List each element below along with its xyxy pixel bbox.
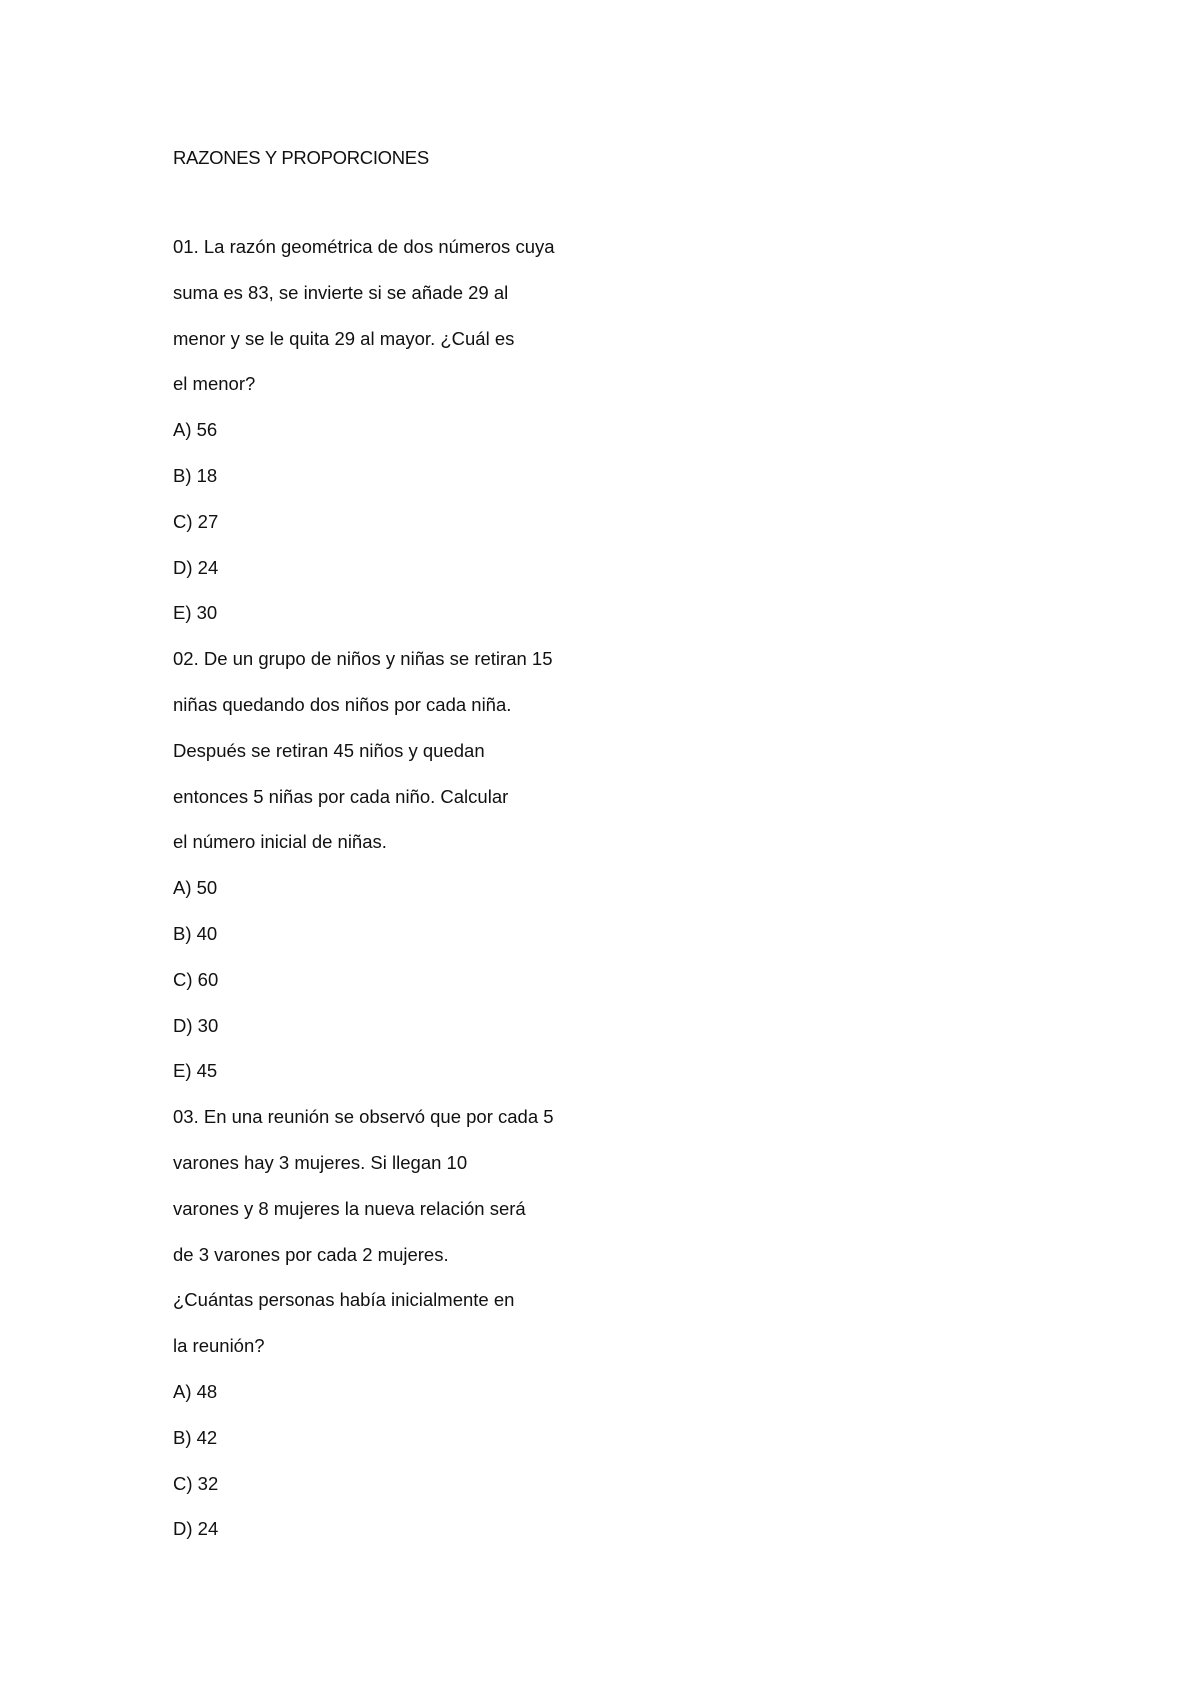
answer-option-a: A) 48 [173,1380,218,1402]
question-3 [173,1106,733,1564]
question-text-line: niñas quedando dos niños por cada niña. [173,693,512,715]
answer-option-e: E) 45 [173,1060,218,1082]
question-text-line: 03. En una reunión se observó que por cada 5 [173,1106,554,1128]
answer-option-e: E) 30 [173,602,218,624]
answer-options [173,1381,733,1564]
answer-option-c: C) 60 [173,968,219,990]
document-title: RAZONES Y PROPORCIONES [173,147,429,168]
answer-options [173,877,733,1106]
question-text-line: el menor? [173,373,256,395]
question-text-line: 01. La razón geométrica de dos números cuya [173,236,555,257]
answer-option-c: C) 27 [173,510,219,532]
answer-option-d: D) 30 [173,1014,219,1036]
answer-option-d: D) 24 [173,556,219,578]
question-list [173,236,733,1564]
answer-option-b: B) 18 [173,464,218,486]
answer-options [173,419,733,648]
question-text-line: varones hay 3 mujeres. Si llegan 10 [173,1151,468,1173]
answer-option-a: A) 50 [173,877,218,899]
question-text-line: ¿Cuántas personas había inicialmente en [173,1289,515,1311]
question-text-line: Después se retiran 45 niños y quedan [173,739,485,761]
answer-option-c: C) 32 [173,1472,219,1494]
question-1 [173,236,733,648]
question-2 [173,648,733,1106]
question-text-line: 02. De un grupo de niños y niñas se retiran 15 [173,648,553,670]
answer-option-b: B) 40 [173,922,218,944]
answer-option-a: A) 56 [173,419,218,441]
question-text-line: menor y se le quita 29 al mayor. ¿Cuál es [173,327,515,349]
answer-option-b: B) 42 [173,1426,218,1448]
question-text-line: de 3 varones por cada 2 mujeres. [173,1243,449,1265]
question-text-line: suma es 83, se invierte si se añade 29 al [173,281,509,303]
question-text-line: el número inicial de niñas. [173,831,387,853]
question-text-line: entonces 5 niñas por cada niño. Calcular [173,785,509,807]
question-text-line: varones y 8 mujeres la nueva relación será [173,1197,526,1219]
answer-option-d: D) 24 [173,1518,219,1540]
question-text-line: la reunión? [173,1335,265,1357]
